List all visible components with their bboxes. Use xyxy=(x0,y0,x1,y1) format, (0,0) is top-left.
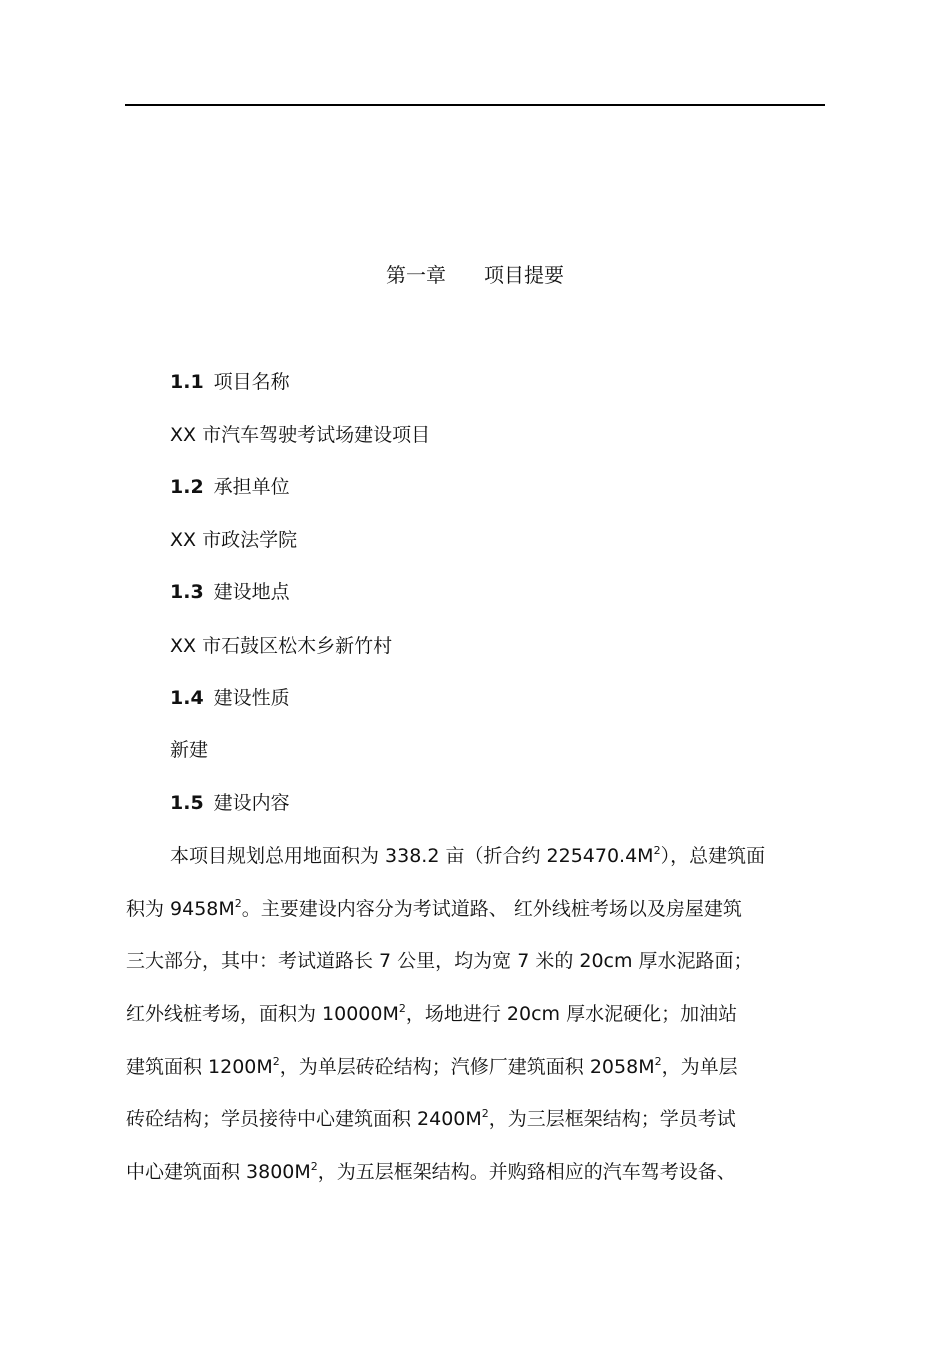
body-text: 建筑面积 1200M xyxy=(126,1056,273,1078)
section-number: 1.5 xyxy=(170,792,204,814)
section-title: 项目名称 xyxy=(213,371,290,393)
section-title: 承担单位 xyxy=(213,476,290,498)
section-content: XX 市汽车驾驶考试场建设项目 xyxy=(170,424,431,446)
section-heading xyxy=(170,686,290,710)
body-text: 砖砼结构；学员接待中心建筑面积 2400M xyxy=(126,1108,482,1130)
superscript: 2 xyxy=(272,1055,280,1068)
body-line xyxy=(126,1055,826,1079)
body-text: 中心建筑面积 3800M xyxy=(126,1161,311,1183)
body-line xyxy=(170,844,765,868)
superscript: 2 xyxy=(481,1107,489,1120)
section-title: 建设性质 xyxy=(213,687,290,709)
chapter-name: 项目提要 xyxy=(484,263,564,287)
body-text: 红外线桩考场，面积为 10000M xyxy=(126,1003,399,1025)
body-line xyxy=(126,1002,826,1026)
body-text: 积为 9458M xyxy=(126,898,235,920)
header-rule xyxy=(125,104,825,106)
section-content: 新建 xyxy=(170,739,209,761)
section-heading xyxy=(170,580,290,604)
superscript: 2 xyxy=(398,1002,406,1015)
body-line xyxy=(126,897,826,921)
body-text: ），总建筑面 xyxy=(660,845,766,867)
section-heading xyxy=(170,370,290,394)
superscript: 2 xyxy=(653,844,661,857)
body-text: ，为三层框架结构；学员考试 xyxy=(488,1108,736,1130)
chapter-number: 第一章 xyxy=(386,263,446,287)
section-number: 1.1 xyxy=(170,371,204,393)
section-content: XX 市政法学院 xyxy=(170,529,298,551)
body-line: 三大部分，其中：考试道路长 7 公里，均为宽 7 米的 20cm 厚水泥路面； xyxy=(126,950,753,972)
superscript: 2 xyxy=(234,897,242,910)
superscript: 2 xyxy=(310,1160,318,1173)
section-number: 1.2 xyxy=(170,476,204,498)
section-title: 建设内容 xyxy=(213,792,290,814)
section-heading xyxy=(170,475,290,499)
chapter-title xyxy=(0,262,950,288)
body-line xyxy=(126,1160,826,1184)
body-text: 本项目规划总用地面积为 338.2 亩（折合约 225470.4M xyxy=(170,845,654,867)
body-text: 。主要建设内容分为考试道路、 红外线桩考场以及房屋建筑 xyxy=(241,898,742,920)
body-text: ，场地进行 20cm 厚水泥硬化；加油站 xyxy=(405,1003,738,1025)
superscript: 2 xyxy=(654,1055,662,1068)
section-number: 1.4 xyxy=(170,687,204,709)
body-text: ，为五层框架结构。并购臵相应的汽车驾考设备、 xyxy=(317,1161,736,1183)
section-heading xyxy=(170,791,290,815)
section-content: XX 市石鼓区松木乡新竹村 xyxy=(170,635,393,657)
body-text: ，为单层 xyxy=(661,1056,738,1078)
body-text: ，为单层砖砼结构；汽修厂建筑面积 2058M xyxy=(279,1056,655,1078)
section-number: 1.3 xyxy=(170,581,204,603)
section-title: 建设地点 xyxy=(213,581,290,603)
body-line xyxy=(126,1107,826,1131)
